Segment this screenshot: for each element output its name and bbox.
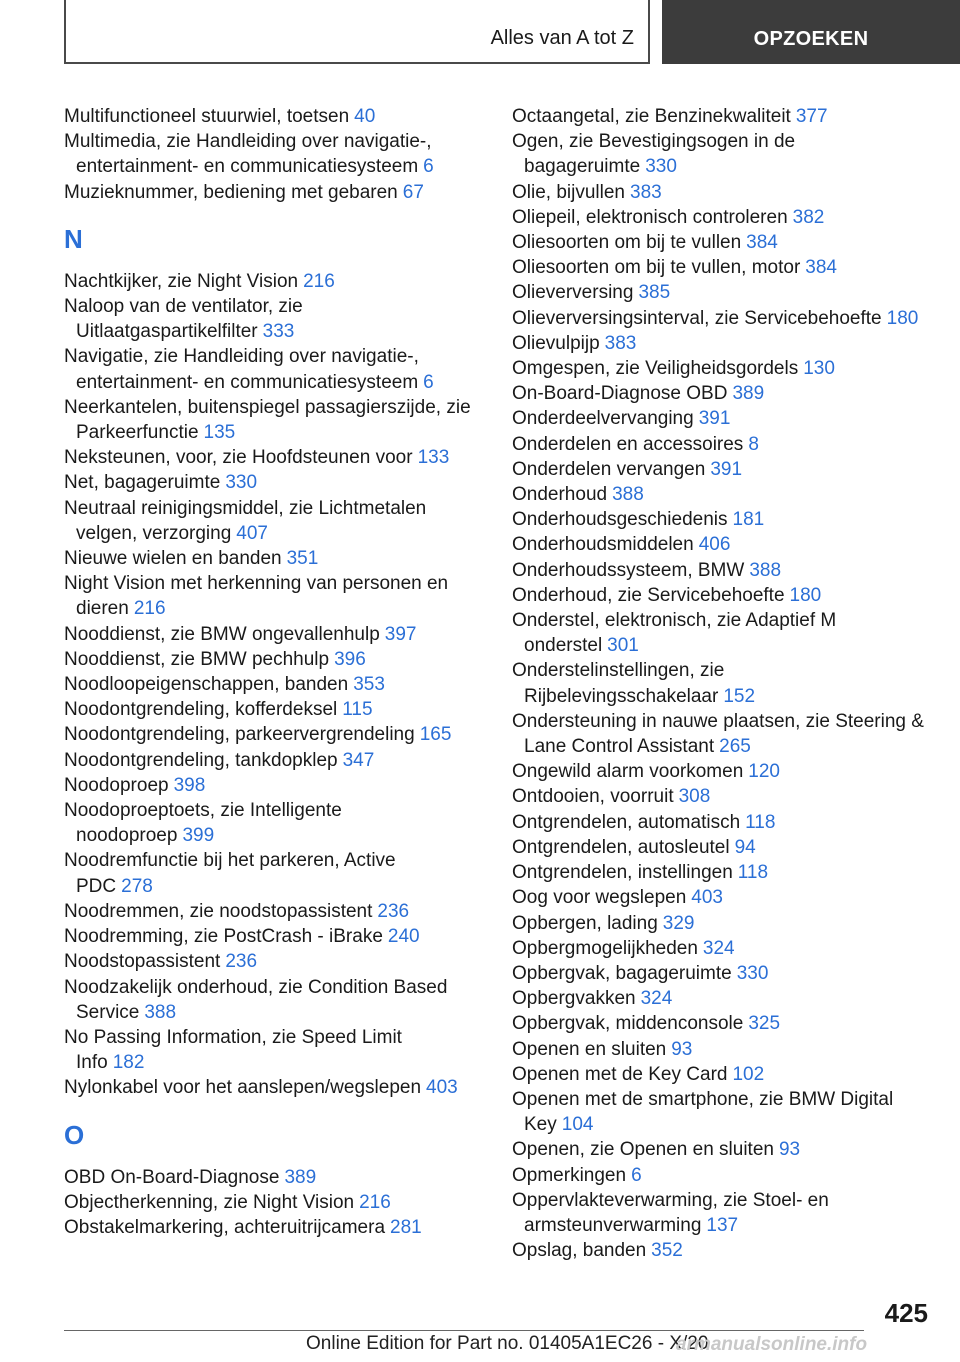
entry-text: Noodzakelijk onderhoud, zie Condition Based Service	[64, 976, 448, 1023]
entry-text: Opslag, banden	[512, 1240, 647, 1262]
index-entry	[64, 104, 474, 129]
index-entry	[512, 532, 932, 557]
page-link[interactable]: 388	[144, 1001, 177, 1023]
page-link[interactable]: 330	[225, 472, 258, 494]
page-link[interactable]: 236	[225, 951, 258, 973]
entry-text: Objectherkenning, zie Night Vision	[64, 1191, 355, 1213]
page-link[interactable]: 382	[792, 206, 825, 228]
index-entry	[64, 748, 474, 773]
page-link[interactable]: 406	[698, 534, 731, 556]
entry-text: Ogen, zie Bevestigingsogen in de bagageruimte	[512, 131, 796, 178]
page-link[interactable]: 391	[710, 458, 743, 480]
index-entry	[512, 1188, 932, 1238]
page-link[interactable]: 180	[886, 307, 919, 329]
page-link[interactable]: 8	[748, 433, 759, 455]
index-entry	[512, 1011, 932, 1036]
index-entry	[512, 911, 932, 936]
page-link[interactable]: 265	[719, 736, 751, 758]
entry-text: Ontgrendelen, instellingen	[512, 862, 733, 884]
entry-text: Noodremmen, zie noodstopassistent	[64, 900, 373, 922]
entry-text: Onderdeelvervanging	[512, 408, 694, 430]
index-entry	[512, 885, 932, 910]
page-link[interactable]: 389	[284, 1166, 317, 1188]
entry-text: Noodloopeigenschappen, banden	[64, 674, 349, 696]
entry-text: Onderhoudsgeschiedenis	[512, 509, 728, 531]
page-link[interactable]: 152	[723, 685, 756, 707]
index-entry	[512, 1062, 932, 1087]
entry-text: Noodontgrendeling, tankdopklep	[64, 749, 338, 771]
page-link[interactable]: 181	[732, 509, 765, 531]
page-link[interactable]: 330	[645, 156, 677, 178]
entry-text: Ongewild alarm voorkomen	[512, 761, 744, 783]
tab-index-label: Alles van A tot Z	[490, 27, 634, 49]
page-link[interactable]: 399	[182, 825, 215, 847]
index-entry	[64, 975, 474, 1025]
entry-text: Night Vision met herkenning van personen en dieren	[64, 573, 449, 620]
page-link[interactable]: 397	[384, 623, 417, 645]
index-entry	[64, 697, 474, 722]
page-link[interactable]: 102	[732, 1063, 765, 1085]
page-link[interactable]: 93	[778, 1139, 801, 1161]
index-entry	[512, 986, 932, 1011]
index-column-left	[64, 104, 474, 1240]
entry-text: Nooddienst, zie BMW ongevallenhulp	[64, 623, 380, 645]
index-entry	[512, 583, 932, 608]
index-entry	[64, 294, 474, 344]
index-entry	[512, 1037, 932, 1062]
entry-text: Opmerkingen	[512, 1164, 627, 1186]
index-entry	[512, 1238, 932, 1263]
entry-text: Opbergen, lading	[512, 912, 658, 934]
page-link[interactable]: 388	[749, 559, 782, 581]
entry-text: Nylonkabel voor het aanslepen/wegslepen	[64, 1077, 422, 1099]
index-entry	[64, 180, 474, 205]
index-entry	[512, 432, 932, 457]
watermark: armanualsonline.info	[676, 1334, 868, 1355]
entry-text: Onderdelen vervangen	[512, 458, 706, 480]
page-link[interactable]: 94	[734, 836, 756, 858]
page-link[interactable]: 137	[706, 1214, 739, 1236]
index-entry	[512, 835, 932, 860]
entry-text: OBD On-Board-Diagnose	[64, 1166, 280, 1188]
entry-text: Ondersteuning in nauwe plaatsen, zie Steering & Lane Control Assistant	[512, 710, 924, 758]
entry-text: Neutraal reinigingsmiddel, zie Lichtmetalen velgen, verzorging	[64, 497, 427, 544]
entry-text: Onderstel, elektronisch, zie Adaptief M onderstel	[512, 610, 837, 657]
entry-text: Onderdelen en accessoires	[512, 433, 744, 455]
entry-text: Openen met de smartphone, zie BMW Digital Key	[512, 1088, 894, 1136]
tab-search-label: OPZOEKEN	[753, 28, 869, 50]
page-link[interactable]: 180	[789, 584, 822, 606]
index-entry	[512, 406, 932, 431]
entry-text: Opbergmogelijkheden	[512, 937, 698, 959]
entry-text: Neksteunen, voor, zie Hoofdsteunen voor	[64, 447, 413, 469]
entry-text: Oliesoorten om bij te vullen	[512, 232, 742, 254]
index-entry	[512, 457, 932, 482]
page-link[interactable]: 396	[334, 648, 366, 670]
entry-text: Ontgrendelen, automatisch	[512, 811, 741, 833]
index-entry	[512, 709, 932, 759]
page-link[interactable]: 407	[236, 522, 268, 544]
index-entry	[64, 269, 474, 294]
index-entry	[512, 860, 932, 885]
entry-text: Octaangetal, zie Benzinekwaliteit	[512, 106, 791, 127]
page-link[interactable]: 403	[426, 1077, 458, 1099]
index-entry	[64, 1215, 474, 1240]
entry-text: Noodstopassistent	[64, 951, 221, 973]
index-entry	[512, 205, 932, 230]
entry-text: Openen en sluiten	[512, 1038, 667, 1060]
index-entry	[64, 622, 474, 647]
index-entry	[64, 672, 474, 697]
entry-text: Nieuwe wielen en banden	[64, 548, 282, 570]
index-entry	[512, 280, 932, 305]
entry-text: Olievulpijp	[512, 332, 600, 354]
index-entry	[512, 936, 932, 961]
entry-text: Oog voor wegslepen	[512, 887, 687, 909]
page-link[interactable]: 93	[671, 1038, 693, 1060]
index-entry	[512, 961, 932, 986]
page-link[interactable]: 384	[746, 232, 778, 254]
edition-text: Online Edition for Part no. 01405A1EC26 - X/20	[306, 1333, 709, 1354]
page-link[interactable]: 6	[631, 1164, 642, 1186]
index-entry	[64, 571, 474, 621]
entry-text: Obstakelmarkering, achteruitrijcamera	[64, 1216, 386, 1238]
index-entry	[512, 1087, 932, 1137]
page-link[interactable]: 352	[651, 1240, 683, 1262]
page-link[interactable]: 216	[303, 270, 335, 292]
entry-text: Onderhoud	[512, 484, 608, 506]
entry-text: Noodremfunctie bij het parkeren, Active PDC	[64, 850, 396, 897]
entry-text: Olieverversingsinterval, zie Servicebehoefte	[512, 307, 882, 329]
entry-text: Opbergvak, middenconsole	[512, 1013, 744, 1035]
entry-text: Olieverversing	[512, 282, 634, 304]
entry-text: Openen met de Key Card	[512, 1063, 728, 1085]
index-entry	[64, 722, 474, 747]
page-link[interactable]: 385	[638, 282, 671, 304]
page-link[interactable]: 40	[354, 106, 376, 127]
entry-text: Nooddienst, zie BMW pechhulp	[64, 648, 330, 670]
entry-text: Opbergvak, bagageruimte	[512, 962, 732, 984]
entry-text: Noodontgrendeling, kofferdeksel	[64, 699, 338, 721]
entry-text: Opbergvakken	[512, 988, 636, 1010]
page-link[interactable]: 130	[803, 358, 835, 380]
entry-text: Omgespen, zie Veiligheidsgordels	[512, 358, 799, 380]
page-link[interactable]: 324	[640, 988, 673, 1010]
entry-text: Nachtkijker, zie Night Vision	[64, 270, 299, 292]
entry-text: Oliesoorten om bij te vullen, motor	[512, 257, 801, 279]
index-entry	[512, 255, 932, 280]
index-entry	[512, 482, 932, 507]
index-entry	[512, 306, 932, 331]
section-letter: O	[64, 1119, 85, 1150]
index-entry	[64, 1025, 474, 1075]
page-link[interactable]: 216	[359, 1191, 391, 1213]
footer-divider	[64, 1330, 864, 1331]
index-entry	[64, 1165, 474, 1190]
entry-text: Onderstelinstellingen, zie Rijbelevingsschakelaar	[512, 660, 725, 707]
page-link[interactable]: 351	[286, 548, 319, 570]
page-link[interactable]: 67	[402, 181, 424, 203]
index-entry	[512, 129, 932, 179]
index-entry	[512, 331, 932, 356]
entry-text: Onderhoud, zie Servicebehoefte	[512, 584, 785, 606]
index-entry	[64, 395, 474, 445]
page-link[interactable]: 330	[736, 962, 769, 984]
page-link[interactable]: 389	[732, 383, 765, 405]
entry-text: Multifunctioneel stuurwiel, toetsen	[64, 106, 350, 127]
index-entry	[64, 848, 474, 898]
page-number: 425	[884, 1298, 928, 1328]
page-link[interactable]: 182	[112, 1052, 145, 1074]
page-link[interactable]: 391	[698, 408, 731, 430]
index-entry	[64, 470, 474, 495]
page-header	[64, 0, 960, 64]
entry-text: Olie, bijvullen	[512, 181, 625, 203]
index-column-right	[512, 104, 932, 1263]
entry-text: Neerkantelen, buitenspiegel passagierszijde, zie Parkeerfunctie	[64, 396, 471, 444]
page-link[interactable]: 281	[390, 1216, 422, 1238]
page-link[interactable]: 115	[342, 699, 373, 721]
index-entry	[64, 924, 474, 949]
page-link[interactable]: 333	[262, 321, 295, 343]
index-entry	[64, 546, 474, 571]
index-entry	[512, 230, 932, 255]
page-link[interactable]: 329	[662, 912, 695, 934]
page-link[interactable]: 216	[133, 598, 166, 620]
page-link[interactable]: 384	[805, 257, 837, 279]
entry-text: Oppervlakteverwarming, zie Stoel- en armsteunverwarming	[512, 1189, 829, 1236]
index-entry	[64, 647, 474, 672]
page-link[interactable]: 165	[419, 724, 452, 746]
page-link[interactable]: 118	[745, 811, 776, 833]
entry-text: Ontgrendelen, autosleutel	[512, 836, 730, 858]
index-entry	[64, 496, 474, 546]
entry-text: Naloop van de ventilator, zie Uitlaatgaspartikelfilter	[64, 296, 303, 343]
index-entry	[64, 773, 474, 798]
page-link[interactable]: 325	[748, 1013, 781, 1035]
entry-text: Muzieknummer, bediening met gebaren	[64, 181, 398, 203]
page-link[interactable]: 240	[387, 926, 420, 948]
index-entry	[64, 129, 474, 179]
index-entry	[512, 759, 932, 784]
index-entry	[64, 1190, 474, 1215]
index-entry	[512, 558, 932, 583]
index-entry	[512, 180, 932, 205]
page-link[interactable]: 383	[630, 181, 662, 203]
index-entry	[64, 1075, 474, 1100]
page-link[interactable]: 120	[748, 761, 780, 783]
entry-text: Oliepeil, elektronisch controleren	[512, 206, 788, 228]
tab-search[interactable]	[662, 0, 960, 64]
section-letter: N	[64, 223, 83, 254]
page-link[interactable]: 353	[353, 674, 385, 696]
entry-text: Multimedia, zie Handleiding over navigatie-, entertainment- en communicatiesysteem	[64, 131, 432, 178]
entry-text: Onderhoudsmiddelen	[512, 534, 694, 556]
entry-text: Noodremming, zie PostCrash - iBrake	[64, 926, 383, 948]
index-entry	[512, 810, 932, 835]
page-link[interactable]: 383	[604, 332, 637, 354]
index-entry	[512, 104, 932, 129]
page-link[interactable]: 6	[423, 371, 434, 393]
entry-text: Onderhoudssysteem, BMW	[512, 559, 745, 581]
entry-text: Ontdooien, voorruit	[512, 786, 674, 808]
entry-text: Navigatie, zie Handleiding over navigatie-, entertainment- en communicatiesysteem	[64, 346, 419, 393]
entry-text: On-Board-Diagnose OBD	[512, 383, 728, 405]
page-link[interactable]: 236	[377, 900, 410, 922]
index-entry	[64, 899, 474, 924]
entry-text: No Passing Information, zie Speed Limit Info	[64, 1026, 402, 1074]
page-link[interactable]: 118	[737, 862, 769, 884]
page-link[interactable]: 104	[561, 1114, 594, 1136]
page-link[interactable]: 403	[691, 887, 723, 909]
page-link[interactable]: 324	[702, 937, 735, 959]
tab-index[interactable]	[64, 0, 650, 64]
page-link[interactable]: 308	[678, 786, 711, 808]
page-link[interactable]: 301	[607, 635, 639, 657]
page-link[interactable]: 278	[121, 875, 153, 897]
entry-text: Noodoproeptoets, zie Intelligente noodoproep	[64, 800, 342, 847]
index-entry	[64, 344, 474, 394]
index-entry	[64, 445, 474, 470]
entry-text: Noodontgrendeling, parkeervergrendeling	[64, 724, 415, 746]
index-entry	[512, 608, 932, 658]
entry-text: Net, bagageruimte	[64, 472, 221, 494]
page-link[interactable]: 6	[423, 156, 434, 178]
entry-text: Noodoproep	[64, 774, 169, 796]
index-entry	[512, 356, 932, 381]
page-link[interactable]: 133	[417, 447, 450, 469]
index-entry	[512, 507, 932, 532]
index-entry	[512, 1137, 932, 1162]
entry-text: Openen, zie Openen en sluiten	[512, 1139, 774, 1161]
index-entry	[64, 798, 474, 848]
index-entry	[512, 381, 932, 406]
page-link[interactable]: 135	[203, 422, 236, 444]
index-entry	[512, 1163, 932, 1188]
page-link[interactable]: 347	[342, 749, 375, 771]
index-entry	[512, 658, 932, 708]
page-link[interactable]: 388	[612, 484, 644, 506]
index-entry	[512, 784, 932, 809]
page-link[interactable]: 398	[173, 774, 206, 796]
index-entry	[64, 949, 474, 974]
page-link[interactable]: 377	[795, 106, 828, 127]
